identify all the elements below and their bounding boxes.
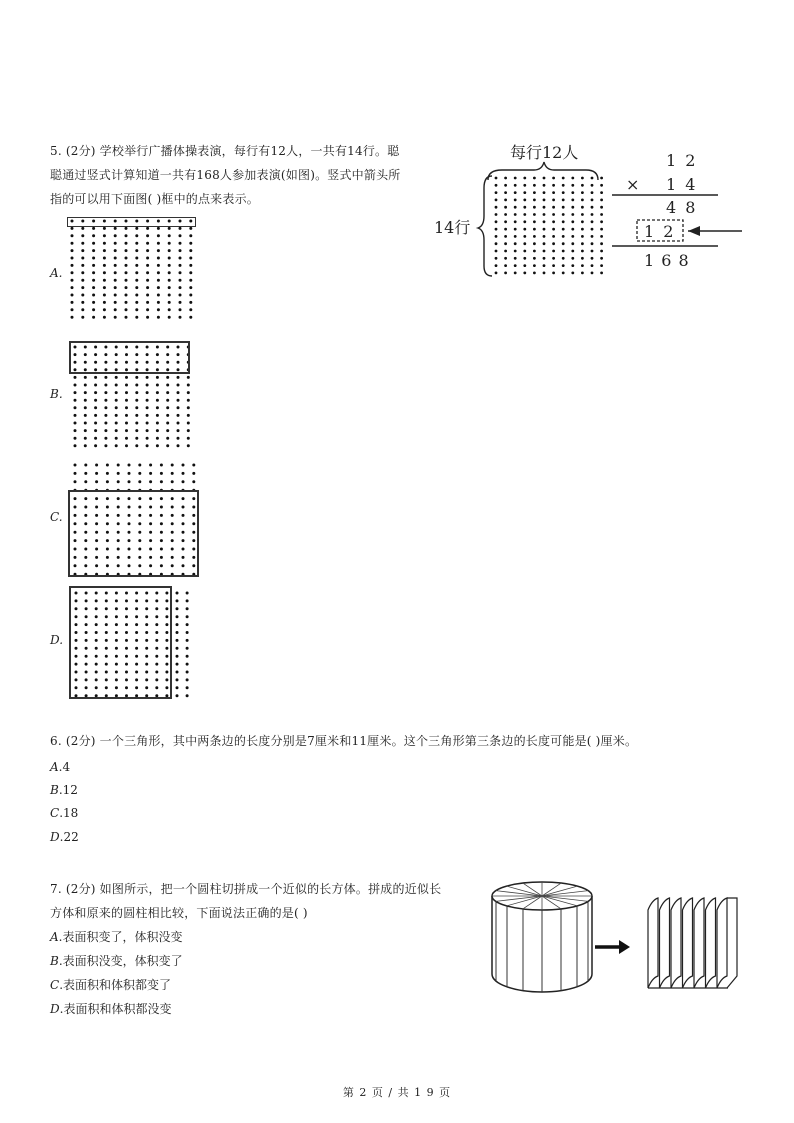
q6-option-b[interactable] — [50, 779, 78, 802]
q7-option-c[interactable] — [50, 974, 171, 997]
q5-figure-side-brace — [478, 176, 492, 276]
q7-line2: 方体和原来的圆柱相比较，下面说法正确的是( ) — [50, 906, 308, 920]
q5-option-a-label: A. — [50, 266, 63, 280]
q5-figure-side-label: 14行 — [434, 218, 471, 237]
q7-option-c-letter: C — [50, 978, 60, 992]
q5-option-d-highlight-frame — [69, 586, 172, 699]
q5-figure-multiplicand: 1 2 — [666, 151, 698, 170]
q7-option-d-text: .表面积和体积都没变 — [59, 1002, 172, 1016]
q5-figure-partial-product-1: 4 8 — [666, 198, 698, 217]
q5-option-c-highlight-frame — [68, 490, 199, 577]
q6-option-a-text: .4 — [58, 760, 71, 774]
q7-arrow-icon — [595, 940, 630, 954]
q6-stem: 6. (2分) 一个三角形，其中两条边的长度分别是7厘米和11厘米。这个三角形第三条边的长度可能是( )厘米。 — [50, 734, 638, 748]
q5-figure-product: 1 6 8 — [644, 251, 690, 270]
q7-option-a-text: .表面积变了，体积没变 — [58, 930, 183, 944]
q6-option-d-letter: D — [50, 830, 60, 844]
q6-option-d-text: .22 — [59, 830, 79, 844]
q7-cuboid-illustration — [648, 898, 737, 988]
q7-line1: 7. (2分) 如图所示，把一个圆柱切拼成一个近似的长方体。拼成的近似长 — [50, 882, 442, 896]
q6-option-c[interactable] — [50, 802, 78, 825]
q7-option-a-letter: A — [50, 930, 59, 944]
q6-option-a[interactable] — [50, 756, 70, 779]
q6-option-b-letter: B — [50, 783, 59, 797]
q5-option-a-highlight-frame — [67, 217, 196, 227]
q7-option-d[interactable] — [50, 998, 171, 1021]
q6-option-b-text: .12 — [58, 783, 78, 797]
q7-option-c-text: .表面积和体积都变了 — [59, 978, 172, 992]
q5-option-b-label: B. — [50, 387, 63, 401]
q5-line3: 指的可以用下面图( )框中的点来表示。 — [50, 192, 259, 206]
page-footer: 第 2 页 / 共 1 9 页 — [342, 1086, 452, 1099]
q5-option-c-label: C. — [50, 510, 63, 524]
q5-figure-arrow-head — [688, 226, 700, 236]
q6-option-c-text: .18 — [59, 806, 79, 820]
q7-option-b-text: .表面积没变，体积变了 — [58, 954, 183, 968]
q7-cylinder-to-cuboid-figure — [488, 876, 748, 998]
q5-line1: 5. (2分) 学校举行广播体操表演，每行有12人，一共有14行。聪 — [50, 144, 400, 158]
q6-option-c-letter: C — [50, 806, 60, 820]
q7-option-a[interactable] — [50, 926, 183, 949]
q5-multiplication-figure — [430, 136, 750, 286]
q5-option-a-dot-grid — [66, 215, 200, 323]
q5-option-d-label: D. — [50, 633, 64, 647]
q5-figure-dot-array — [495, 177, 603, 275]
q7-cylinder-illustration — [492, 882, 592, 992]
q6-option-d[interactable] — [50, 826, 79, 849]
q5-figure-top-label: 每行12人 — [510, 143, 579, 162]
q5-figure-times-sign: × — [626, 175, 640, 194]
q7-option-b-letter: B — [50, 954, 59, 968]
q6-option-a-letter: A — [50, 760, 59, 774]
q5-line2: 聪通过竖式计算知道一共有168人参加表演(如图)。竖式中箭头所 — [50, 168, 401, 182]
q5-figure-partial-product-2: 1 2 — [644, 222, 676, 241]
q7-option-d-letter: D — [50, 1002, 60, 1016]
q5-option-b-highlight-frame — [69, 341, 190, 374]
q7-option-b[interactable] — [50, 950, 183, 973]
q5-figure-multiplier: 1 4 — [666, 175, 698, 194]
